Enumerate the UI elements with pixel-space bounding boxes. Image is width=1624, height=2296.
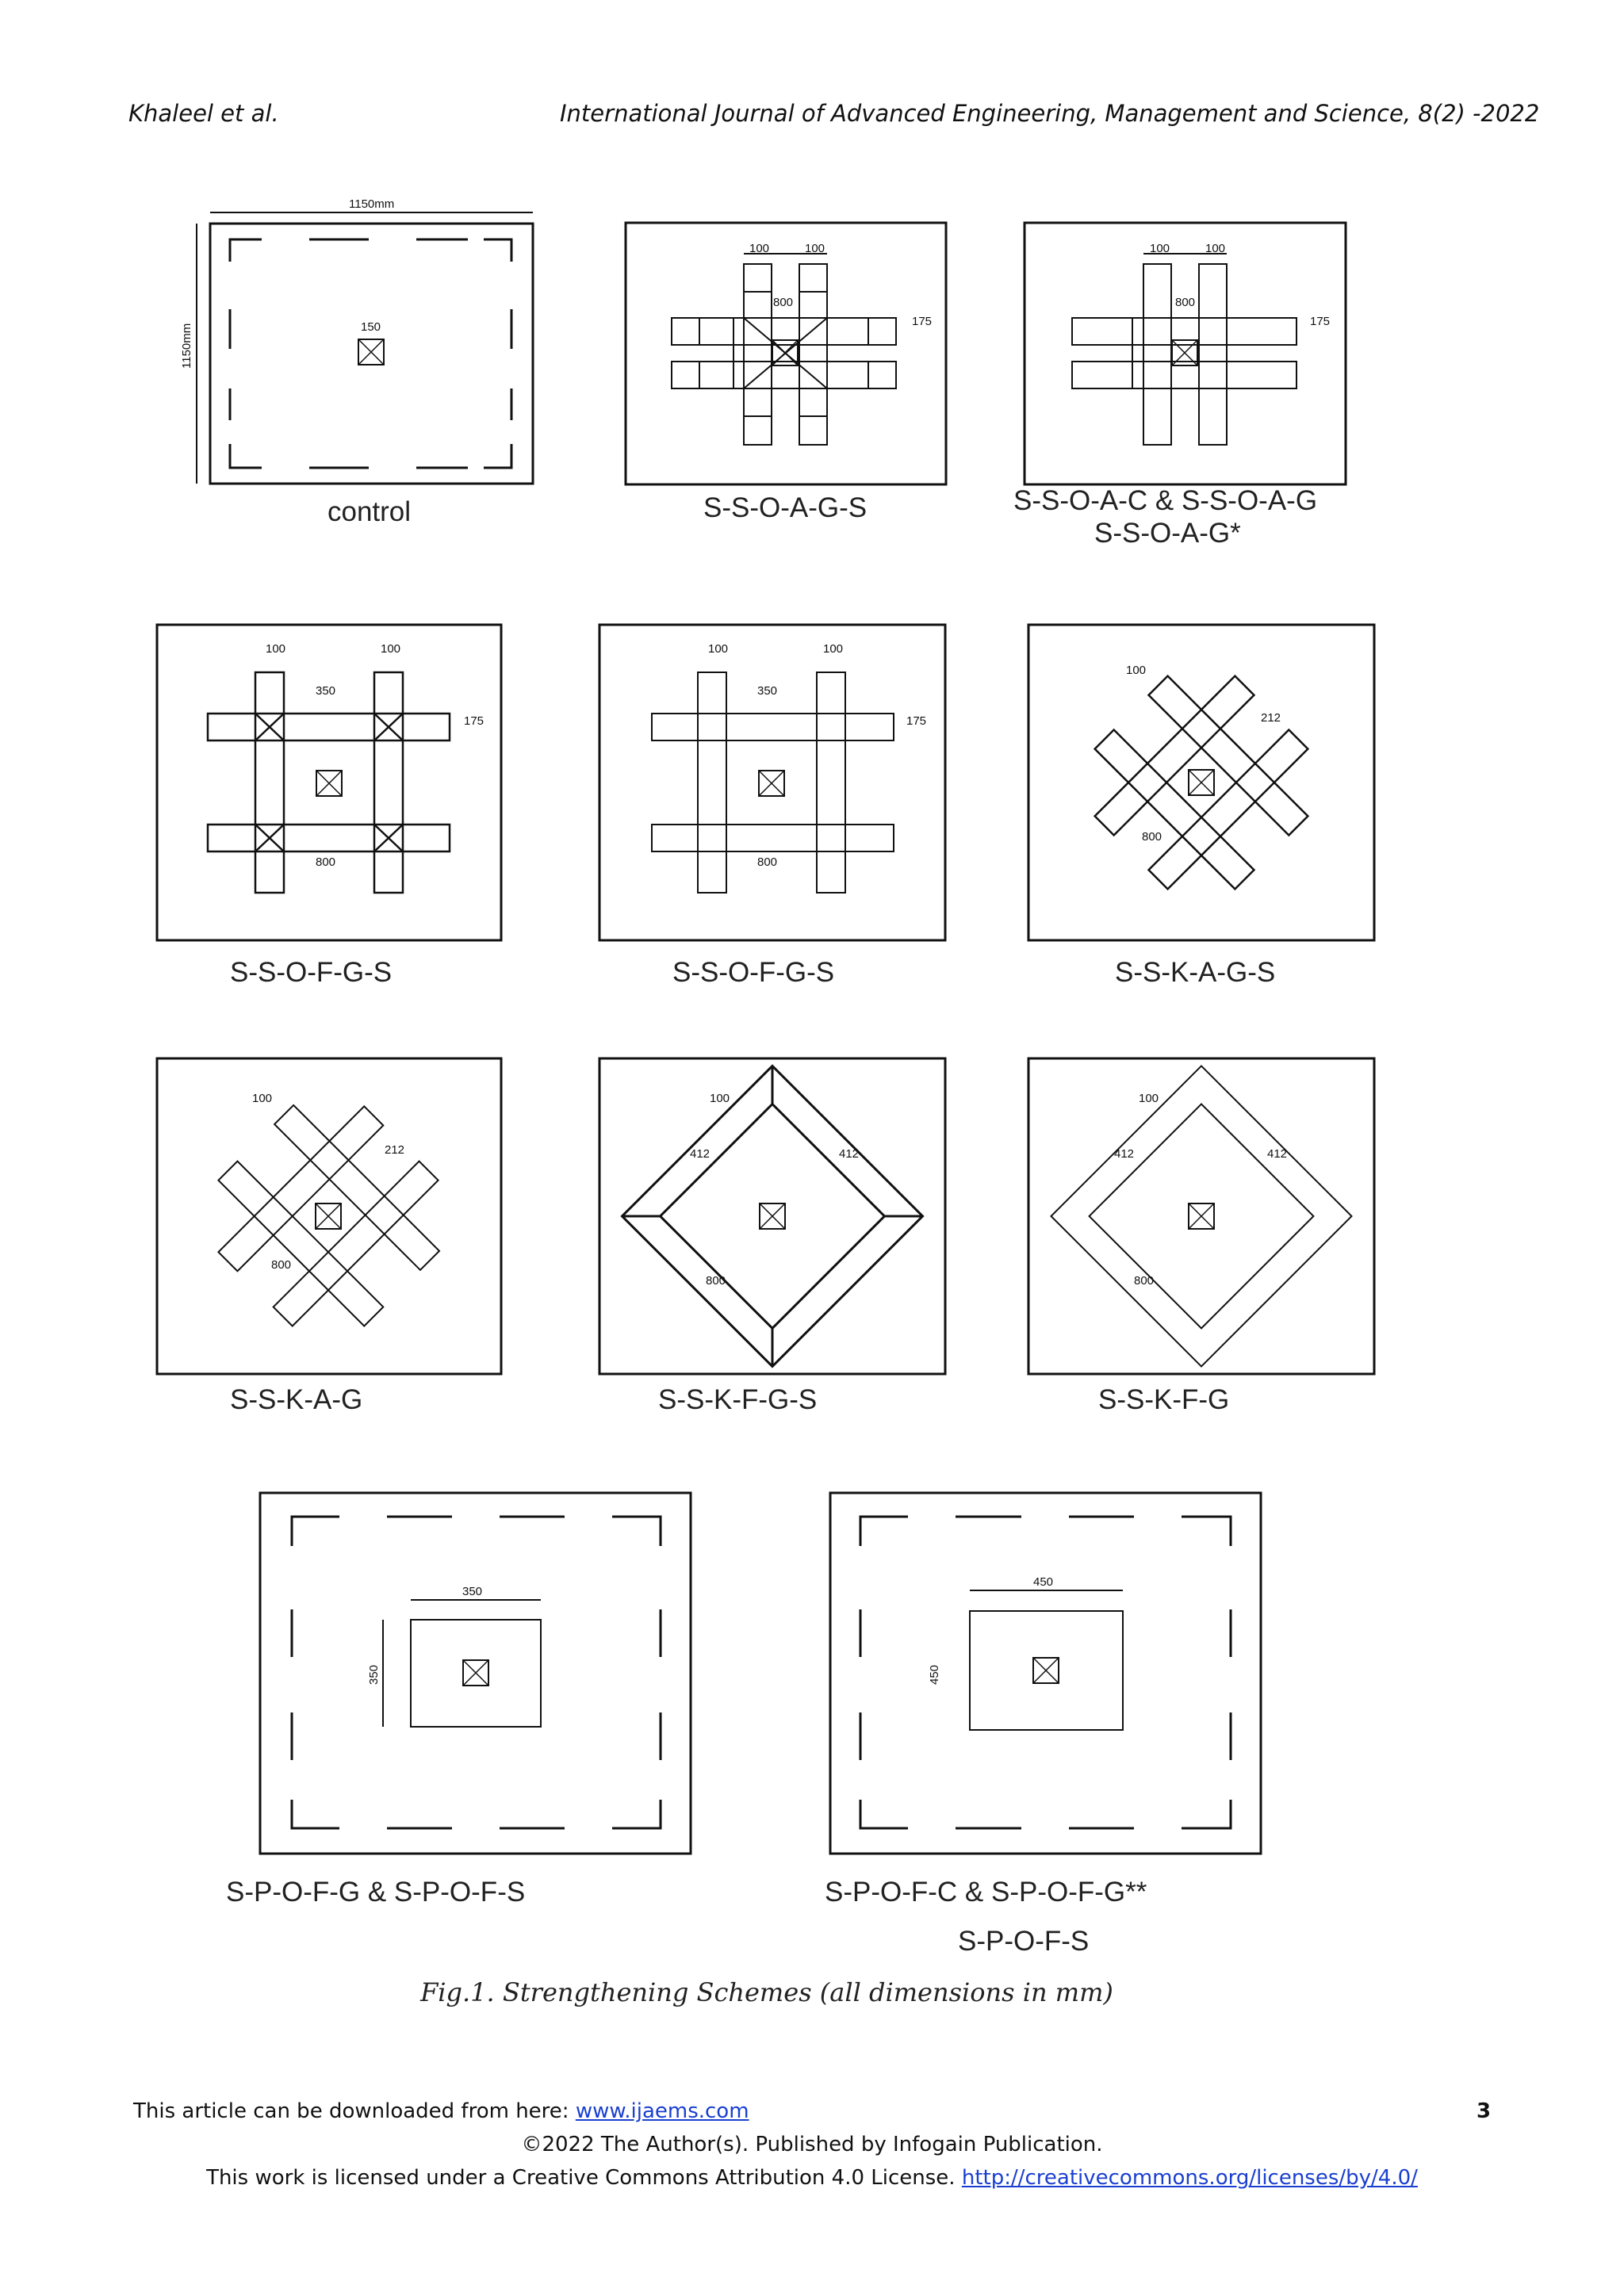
panel-label-s-s-k-f-g: S-S-K-F-G	[1098, 1384, 1230, 1415]
panel-label-s-p-o-f-g: S-P-O-F-G & S-P-O-F-S	[226, 1877, 526, 1908]
panel-s-s-o-a-c	[1013, 223, 1346, 549]
panel-s-s-o-a-g-s	[626, 223, 946, 523]
spacing-label: 350	[316, 684, 336, 698]
slab-height-label: 1150mm	[180, 323, 193, 369]
running-header-authors: Khaleel et al.	[128, 100, 279, 127]
strip-width-label: 100	[708, 642, 729, 656]
column-icon	[316, 771, 342, 796]
footer-license-text: This work is licensed under a Creative Commons Attribution 4.0 License.	[206, 2166, 962, 2190]
offset-label: 175	[906, 714, 927, 728]
slab-outline	[210, 224, 533, 484]
offset-label: 175	[1310, 315, 1331, 328]
length-label: 800	[757, 855, 778, 869]
panel-label-s-s-k-a-g-s: S-S-K-A-G-S	[1115, 957, 1276, 988]
panel-s-p-o-f-g	[226, 1493, 691, 1908]
length-label: 800	[1175, 296, 1196, 309]
panel-label-s-p-o-f-s: S-P-O-F-S	[958, 1926, 1090, 1957]
length-label: 800	[1134, 1274, 1155, 1288]
footer-license-link[interactable]: http://creativecommons.org/licenses/by/4.0/	[961, 2166, 1418, 2190]
footer-download-line	[133, 2099, 749, 2123]
panel-label-s-p-o-f-c: S-P-O-F-C & S-P-O-F-G**	[825, 1877, 1147, 1908]
diag-label: 212	[385, 1143, 405, 1157]
panel-s-s-k-a-g	[157, 1058, 501, 1415]
strip-width-label: 100	[1139, 1092, 1159, 1105]
strip-width-label: 100	[266, 642, 286, 656]
panel-label-s-s-o-f-g-s: S-S-O-F-G-S	[672, 957, 835, 988]
length-label: 800	[706, 1274, 726, 1288]
strip-width-label: 100	[381, 642, 401, 656]
diag-long-label: 412	[1114, 1147, 1135, 1161]
footer-download-text: This article can be downloaded from here:	[133, 2099, 576, 2123]
cfrp-strips	[1072, 254, 1297, 445]
panel-label-s-s-k-f-g-s: S-S-K-F-G-S	[658, 1384, 818, 1415]
panel-s-s-k-f-g	[1028, 1058, 1374, 1415]
strip-width-label: 100	[710, 1092, 730, 1105]
strip-width-label: 100	[823, 642, 844, 656]
offset-label: 175	[912, 315, 933, 328]
cfrp-strips	[672, 254, 896, 445]
panel-label-s-s-o-a-c: S-S-O-A-C & S-S-O-A-G	[1013, 485, 1318, 516]
panel-label-control: control	[327, 496, 412, 527]
offset-label: 175	[464, 714, 485, 728]
column-icon	[1189, 770, 1214, 795]
length-label: 800	[316, 855, 336, 869]
strip-width-label: 100	[1150, 242, 1170, 255]
strip-width-label: 100	[805, 242, 825, 255]
column-icon	[1033, 1658, 1059, 1683]
panel-s-s-o-f-g-s-1	[157, 625, 501, 988]
panel-label-s-s-o-f-g-s: S-S-O-F-G-S	[230, 957, 393, 988]
footer-license-line	[0, 2166, 1624, 2190]
support-lines	[230, 239, 511, 468]
patch-dim-label: 450	[1033, 1575, 1054, 1589]
panel-label-s-s-o-a-g-star: S-S-O-A-G*	[1094, 518, 1241, 549]
footer-copyright: ©2022 The Author(s). Published by Infogain Publication.	[521, 2133, 1103, 2156]
panel-label-s-s-k-a-g: S-S-K-A-G	[230, 1384, 363, 1415]
column-icon	[760, 1203, 785, 1229]
running-header-journal: International Journal of Advanced Engineering, Management and Science, 8(2) -2022	[560, 100, 1540, 127]
panel-s-s-o-f-g-s-2	[599, 625, 945, 988]
patch-dim-label: 350	[462, 1585, 483, 1598]
patch-dim-label: 450	[928, 1664, 941, 1685]
panel-s-s-k-f-g-s	[599, 1058, 945, 1415]
spacing-label: 350	[757, 684, 778, 698]
page-number: 3	[1477, 2099, 1492, 2123]
support-lines	[860, 1517, 1231, 1828]
slab-width-label: 1150mm	[349, 197, 395, 211]
figure-caption: Fig.1. Strengthening Schemes (all dimensions in mm)	[420, 1977, 1113, 2007]
panel-s-s-k-a-g-s	[1028, 625, 1374, 988]
footer-download-link[interactable]: www.ijaems.com	[575, 2099, 749, 2123]
column-dim-label: 150	[361, 320, 381, 334]
panel-control	[180, 197, 533, 527]
patch-dim-label: 350	[367, 1664, 381, 1685]
diag-long-label: 412	[690, 1147, 710, 1161]
slab-outline	[830, 1493, 1261, 1854]
column-icon	[759, 771, 784, 796]
length-label: 800	[1142, 830, 1162, 844]
length-label: 800	[271, 1258, 292, 1272]
strip-width-label: 100	[252, 1092, 273, 1105]
strip-width-label: 100	[1126, 664, 1147, 677]
strip-width-label: 100	[1205, 242, 1226, 255]
column-icon	[1189, 1203, 1214, 1229]
column-icon	[463, 1660, 488, 1686]
diag-long-label: 412	[839, 1147, 860, 1161]
column-icon	[316, 1203, 341, 1229]
strip-width-label: 100	[749, 242, 770, 255]
diag-long-label: 412	[1267, 1147, 1288, 1161]
diag-label: 212	[1261, 711, 1281, 725]
panel-label-s-s-o-a-g-s: S-S-O-A-G-S	[703, 492, 868, 523]
panel-s-p-o-f-c	[825, 1493, 1261, 1957]
column-icon	[358, 339, 384, 365]
length-label: 800	[773, 296, 794, 309]
